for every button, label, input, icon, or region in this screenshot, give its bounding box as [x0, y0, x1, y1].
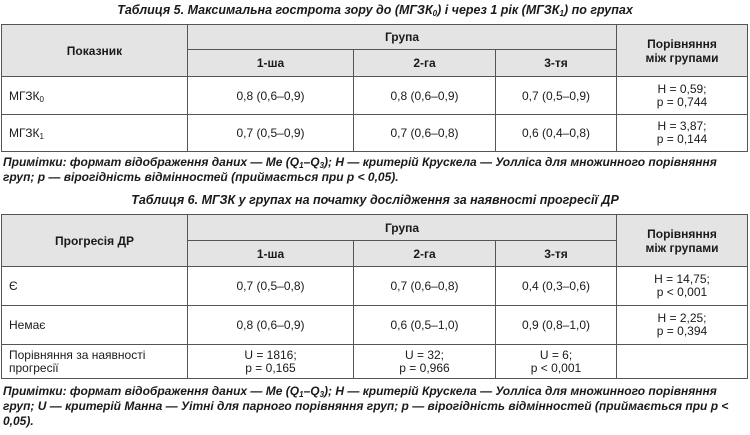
- cell-comparison: H = 14,75; p < 0,001: [617, 267, 748, 306]
- row-label: Порівняння за наявності прогресії: [2, 345, 188, 379]
- cell-g3: 0,9 (0,8–1,0): [496, 306, 617, 345]
- cell-g1: U = 1816; p = 0,165: [188, 345, 354, 379]
- table-row: [2, 306, 748, 345]
- table5-header-g2: 2-га: [354, 50, 496, 77]
- cell-g1: 0,7 (0,5–0,9): [188, 115, 354, 152]
- cell-g3: 0,7 (0,5–0,9): [496, 77, 617, 115]
- table6-notes: Примітки: формат відображення даних — Me $(Q_1-Q_3)$; H — критерій Крускела — Уолліса для множинного порівняння груп; U — критерій Манна — Уітні для парного порівняння груп; p — вірогідність відмінностей (приймається при p < 0,05).: [3, 384, 729, 428]
- row-label: $МГЗК_1$: [2, 115, 188, 152]
- cell-g3: 0,6 (0,4–0,8): [496, 115, 617, 152]
- cell-g1: 0,7 (0,5–0,8): [188, 267, 354, 306]
- table5-header-g3: 3-тя: [496, 50, 617, 77]
- cell-g3: U = 6; p < 0,001: [496, 345, 617, 379]
- table5-header-indicator: Показник: [2, 25, 188, 77]
- table5-caption: Таблиця 5. Максимальна гострота зору до $(МГЗК_0)$ і через 1 рік $(МГЗК_1)$ по групах: [117, 3, 633, 18]
- table-row: [2, 267, 748, 306]
- cell-g2: 0,7 (0,6–0,8): [354, 267, 496, 306]
- table6-header-g2: 2-га: [354, 241, 496, 267]
- table6-caption: Таблиця 6. МГЗК у групах на початку дослідження за наявності прогресії ДР: [131, 193, 619, 207]
- table-row: [2, 345, 748, 379]
- table5: [1, 24, 748, 152]
- row-label: Є: [2, 267, 188, 306]
- cell-g2: U = 32; p = 0,966: [354, 345, 496, 379]
- cell-g2: 0,6 (0,5–1,0): [354, 306, 496, 345]
- cell-comparison: H = 3,87; p = 0,144: [617, 115, 748, 152]
- table5-header-comparison: Порівняння між групами: [617, 25, 748, 77]
- table5-header-g1: 1-ша: [188, 50, 354, 77]
- cell-comparison: H = 2,25; p = 0,394: [617, 306, 748, 345]
- table6-header-comparison: Порівняння між групами: [617, 215, 748, 267]
- cell-g3: 0,4 (0,3–0,6): [496, 267, 617, 306]
- cell-comparison-empty: [617, 345, 748, 379]
- table5-header-group: Група: [188, 25, 617, 50]
- row-label: $МГЗК_0$: [2, 77, 188, 115]
- table6-header-g1: 1-ша: [188, 241, 354, 267]
- table5-notes: Примітки: формат відображення даних — Me $(Q_1-Q_3)$; H — критерій Крускела — Уолліса для множинного порівняння груп; p — вірогідність відмінностей (приймається при p < 0,05).: [3, 155, 717, 184]
- table6-header-g3: 3-тя: [496, 241, 617, 267]
- cell-g2: 0,7 (0,6–0,8): [354, 115, 496, 152]
- cell-g1: 0,8 (0,6–0,9): [188, 306, 354, 345]
- cell-g2: 0,8 (0,6–0,9): [354, 77, 496, 115]
- row-label: Немає: [2, 306, 188, 345]
- table6-header-group: Група: [188, 215, 617, 241]
- table6: [1, 214, 748, 379]
- cell-g1: 0,8 (0,6–0,9): [188, 77, 354, 115]
- cell-comparison: H = 0,59; p = 0,744: [617, 77, 748, 115]
- table6-header-indicator: Прогресія ДР: [2, 215, 188, 267]
- table-row: [2, 77, 748, 115]
- table-row: [2, 115, 748, 152]
